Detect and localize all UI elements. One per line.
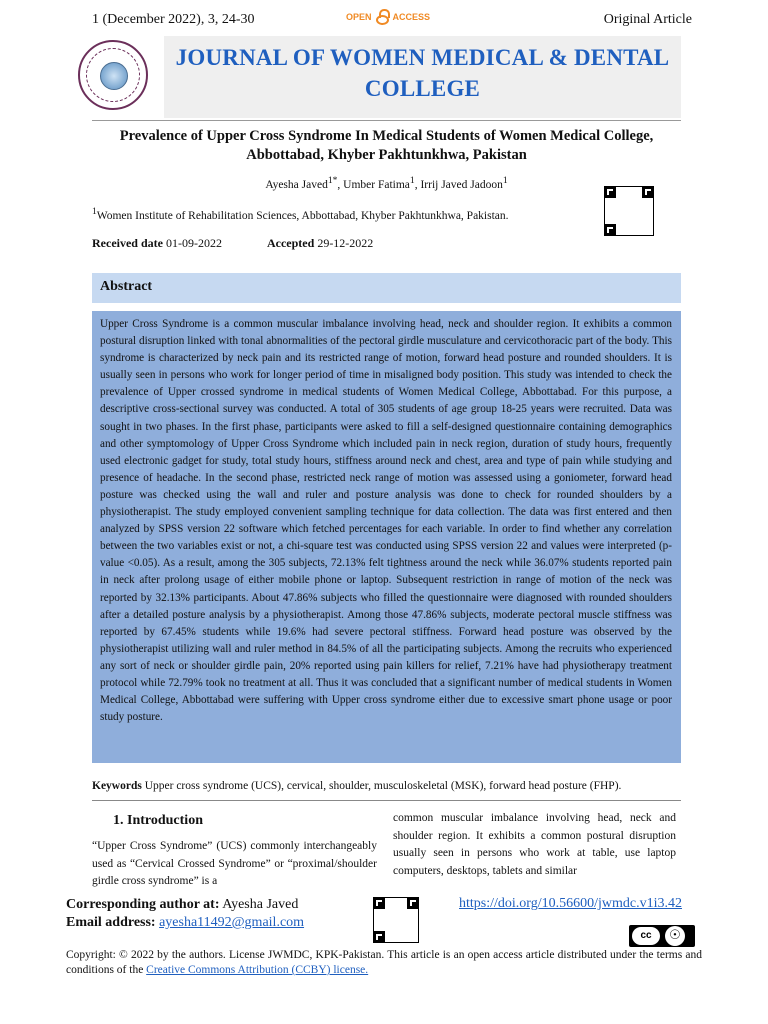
cc-by-license-icon[interactable] xyxy=(629,925,695,947)
affiliation-sup: 1 xyxy=(92,206,97,217)
open-access-left-text: OPEN xyxy=(346,12,372,22)
abstract-heading: Abstract xyxy=(100,279,153,294)
accepted-value: 29-12-2022 xyxy=(317,236,374,250)
copyright-text: Copyright: © 2022 by the authors. License JWMDC, KPK-Pakistan. This article is an open access article distributed under the terms and conditions of the xyxy=(66,949,702,976)
email-link[interactable]: ayesha11492@gmail.com xyxy=(159,915,305,930)
journal-title-line1: JOURNAL OF WOMEN MEDICAL & DENTAL xyxy=(175,45,670,70)
person-icon: ☉ xyxy=(665,926,685,946)
author-name: Irrij Javed Jadoon xyxy=(420,178,503,191)
corresponding-author-label: Corresponding author at: xyxy=(66,897,220,912)
college-seal-icon xyxy=(78,40,148,110)
doi-link[interactable]: https://doi.org/10.56600/jwmdc.v1i3.42 xyxy=(459,896,682,911)
license-link[interactable]: Creative Commons Attribution (CCBY) license. xyxy=(146,964,369,976)
issue-info: 1 (December 2022), 3, 24-30 xyxy=(92,12,255,27)
introduction-right-column: common muscular imbalance involving head, neck and shoulder region. It exhibits a common postural disruption usually seen in persons who work at table, use laptop computers, desktops, tablets and similar xyxy=(393,812,676,877)
open-access-right-text: ACCESS xyxy=(392,12,431,22)
introduction-heading: 1. Introduction xyxy=(113,813,203,828)
article-title-line2: Abbottabad, Khyber Pakhtunkhwa, Pakistan xyxy=(246,147,527,163)
author-sup: 1* xyxy=(327,175,338,186)
received-value: 01-09-2022 xyxy=(165,236,222,250)
corresponding-author-name: Ayesha Javed xyxy=(222,897,299,912)
header-divider xyxy=(92,120,681,121)
received-label: Received date xyxy=(92,236,163,250)
journal-title-line2: COLLEGE xyxy=(364,76,481,101)
introduction-left-column: “Upper Cross Syndrome” (UCS) commonly interchangeably used as “Cervical Crossed Syndrome” or “proximal/shoulder girdle cross syndrome” is a xyxy=(92,840,377,887)
accepted-label: Accepted xyxy=(266,236,315,250)
author-sup: 1 xyxy=(409,175,415,186)
article-title xyxy=(92,127,681,165)
affiliation-text: Women Institute of Rehabilitation Sciences, Abbottabad, Khyber Pakhtunkhwa, Pakistan. xyxy=(96,209,509,222)
journal-title xyxy=(164,42,681,104)
keywords-label: Keywords xyxy=(92,780,142,792)
article-title-line1: Prevalence of Upper Cross Syndrome In Medical Students of Women Medical College, xyxy=(119,128,654,144)
correspondence-block xyxy=(66,896,304,932)
article-dates xyxy=(92,236,373,251)
article-type: Original Article xyxy=(603,12,692,27)
article-qr-code-icon[interactable] xyxy=(604,186,654,236)
keywords xyxy=(92,780,681,792)
author-name: Ayesha Javed xyxy=(265,178,328,191)
email-label: Email address: xyxy=(66,915,156,930)
keywords-divider xyxy=(92,800,681,801)
doi-qr-code-icon[interactable] xyxy=(373,897,419,943)
cc-badge: cc xyxy=(632,927,660,945)
abstract-header-band xyxy=(92,273,681,303)
open-lock-icon xyxy=(376,9,389,25)
author-sup: 1 xyxy=(502,175,508,186)
keywords-text: Upper cross syndrome (UCS), cervical, shoulder, musculoskeletal (MSK), forward head posture (FHP). xyxy=(144,780,622,792)
abstract-text: Upper Cross Syndrome is a common muscular imbalance involving head, neck and shoulder region. It exhibits a common postural disruption linked with tonal abnormalities of the pectoral girdle musculature and cervicothoracic part of the body. This syndrome is characterized by neck pain and its restricted range of motion, forward head posture and rounded shoulders. It is usually seen in persons who work for longer period of time in misaligned body position. This study was intended to check the prevalence of Upper crossed syndrome in medical students of Women Medical College, Abbottabad. For this purpose, a descriptive cross-sectional survey was conducted. A total of 305 students of age group 18-25 years were recruited. Data was sought in two phases. In the first phase, participants were asked to fill a self-designed questionnaire containing demographics and other symptomology of Upper Cross Syndrome which included pain in neck region, duration of study hours, frequently used electronic gadget for study, total study hours, stiffness around neck and chest, area and type of pain while studying and presence of headache. In the second phase, restricted neck range of motion was assessed using a goniometer, forward head posture was checked using the wall and ruler and posture analysis was done to check for rounded shoulders by a physiotherapist. The study employed convenient sampling technique for data collection. The data was first entered and then analyzed by SPSS version 22 software which fetched percentages for each variable. In order to find whether any correlation between the two variables exist or not, a chi-square test was conducted using SPSS version 22 and values were interpreted (p-value <0.05). As a result, among the 305 subjects, 72.13% felt tightness around the neck while 36.07% students reported pain in neck after prolong usage of either mobile phone or laptop. Subsequent restriction in range of motion of the neck was reported by 32.13% participants. About 47.86% subjects who filled the questionnaire were diagnosed with rounded shoulders after a detailed posture analysis by a physiotherapist. Among those 47.86% subjects, moderate pectoral muscle stiffness was reported by 67.45% students while 19.6% had severe pectoral stiffness. Forward head posture was observed by the physiotherapist utilizing wall and ruler method in 84.5% of all the participating subjects. Among the recruits who experienced any sort of neck or shoulder girdle pain, 20% reported using pain killers for relief, 7.21% have had physiotherapy treatment protocol while 72.79% took no treatment at all. Thus it was concluded that a significant number of medical students in Women Medical College, Abbottabad were suffering with Upper cross syndrome either due to excessive smart phone usage or poor study posture. xyxy=(100,318,672,724)
open-access-logo xyxy=(346,9,430,25)
author-list: Ayesha Javed$^{1*}$, Umber Fatima$^1$, Irrij Javed Jadoon$^1$ xyxy=(265,175,508,191)
author-name: Umber Fatima xyxy=(343,178,410,191)
affiliation xyxy=(92,206,509,222)
copyright-notice xyxy=(66,948,702,978)
